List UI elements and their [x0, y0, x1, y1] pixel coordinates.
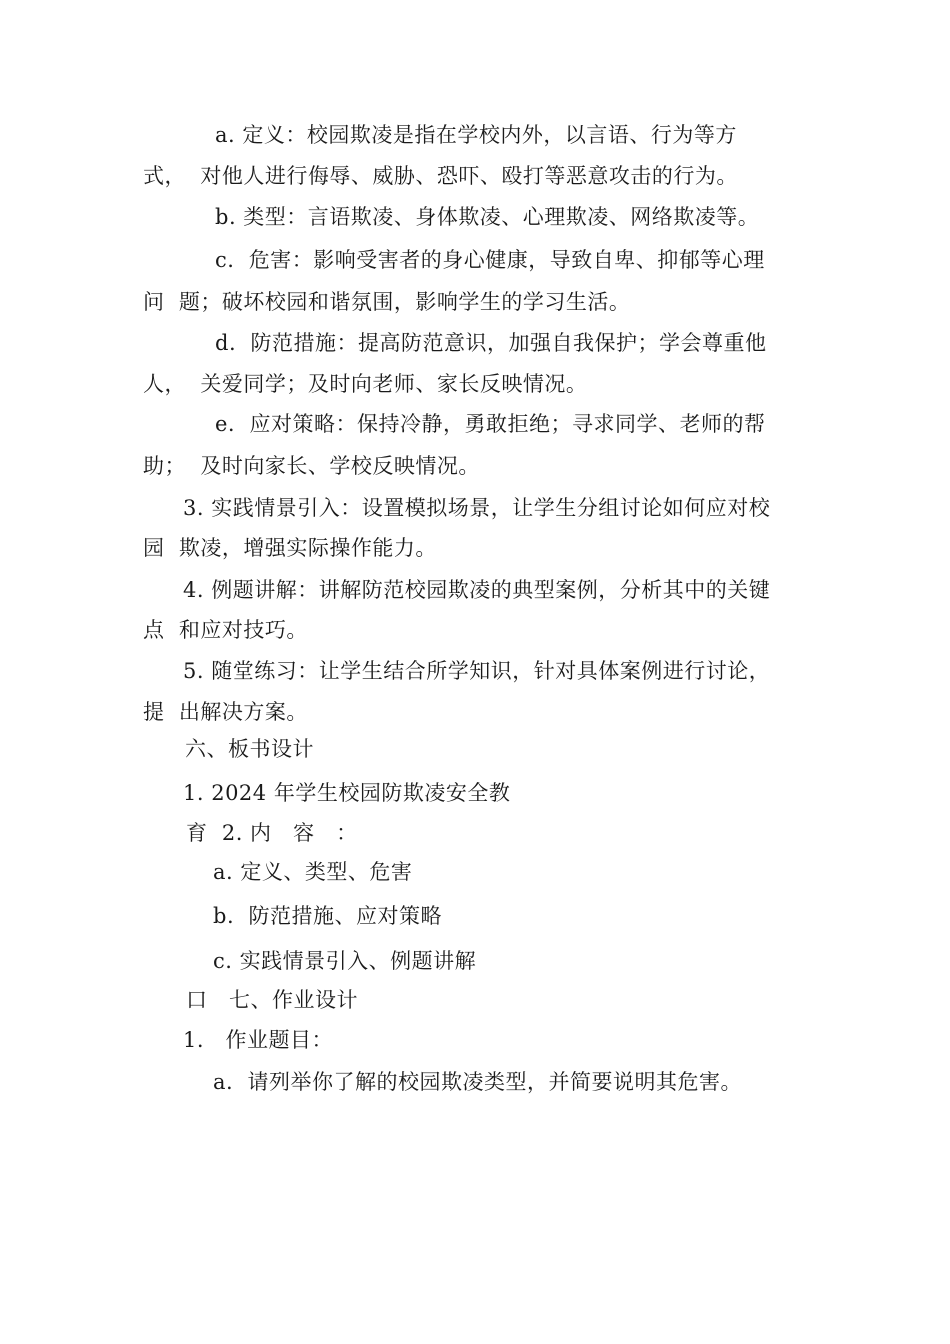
board-item-a: a. 定义、类型、危害 — [213, 860, 413, 884]
prevention-line-1: d. 防范措施：提高防范意识，加强自我保护；学会尊重他 — [215, 331, 767, 355]
practice-line-2: 园 欺凌，增强实际操作能力。 — [143, 536, 437, 560]
exercise-line-2: 提 出解决方案。 — [143, 700, 308, 724]
example-line-2: 点 和应对技巧。 — [143, 618, 308, 642]
board-item-b: b. 防范措施、应对策略 — [213, 904, 442, 928]
def-line-2: 式， 对他人进行侮辱、威胁、恐吓、殴打等恶意攻击的行为。 — [143, 164, 738, 188]
homework-item-a: a. 请列举你了解的校园欺凌类型，并简要说明其危害。 — [213, 1070, 743, 1094]
def-line-1: a. 定义：校园欺凌是指在学校内外，以言语、行为等方 — [215, 123, 737, 147]
prevention-line-2: 人， 关爱同学；及时向老师、家长反映情况。 — [143, 372, 588, 396]
type-line: b. 类型：言语欺凌、身体欺凌、心理欺凌、网络欺凌等。 — [215, 205, 760, 229]
strategy-line-1: e. 应对策略：保持冷静，勇敢拒绝；寻求同学、老师的帮 — [215, 412, 766, 436]
harm-line-2: 问 题；破坏校园和谐氛围，影响学生的学习生活。 — [143, 290, 631, 314]
exercise-line-1: 5. 随堂练习：让学生结合所学知识，针对具体案例进行讨论， — [183, 659, 771, 683]
practice-line-1: 3. 实践情景引入：设置模拟场景，让学生分组讨论如何应对校 — [183, 496, 771, 520]
homework-item-1: 1. 作业题目： — [183, 1028, 334, 1052]
board-line-2: 育 2. 内 容 ： — [186, 821, 358, 845]
board-item-c: c. 实践情景引入、例题讲解 — [213, 949, 477, 973]
board-line-1: 1. 2024 年学生校园防欺凌安全教 — [183, 781, 511, 805]
section-heading-homework: 口 七、作业设计 — [186, 988, 359, 1012]
strategy-line-2: 助； 及时向家长、学校反映情况。 — [143, 454, 480, 478]
section-heading-board: 六、板书设计 — [185, 737, 314, 761]
example-line-1: 4. 例题讲解：讲解防范校园欺凌的典型案例，分析其中的关键 — [183, 578, 771, 602]
harm-line-1: c. 危害：影响受害者的身心健康，导致自卑、抑郁等心理 — [215, 248, 765, 272]
